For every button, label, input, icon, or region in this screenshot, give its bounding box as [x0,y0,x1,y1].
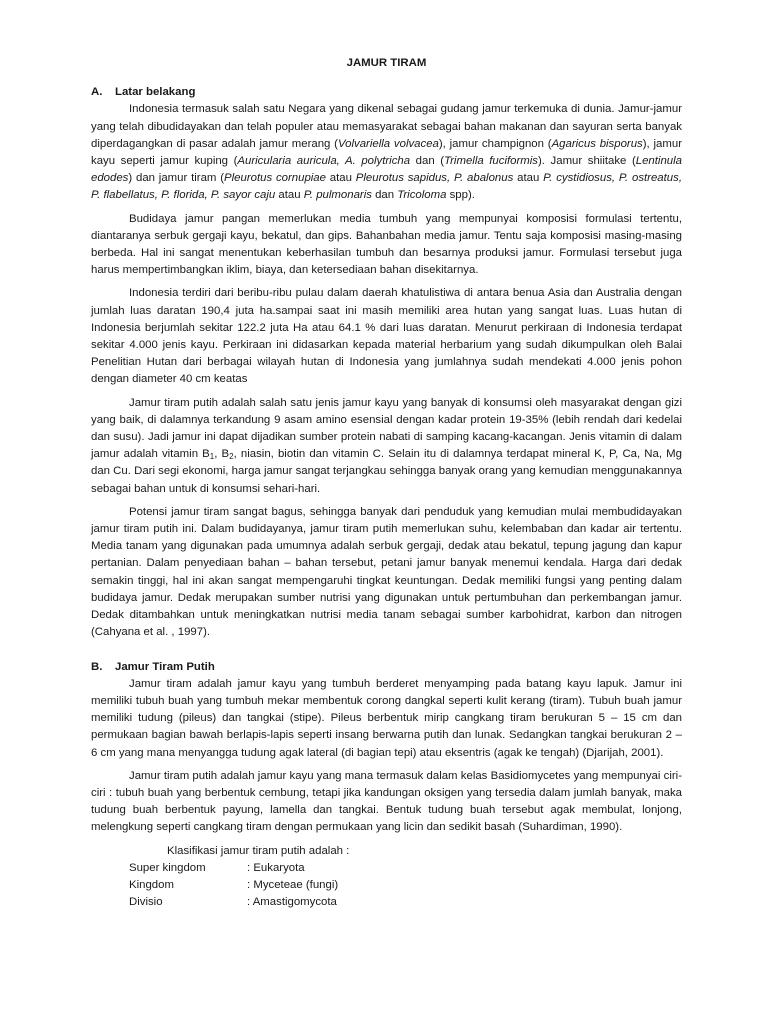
classification-title: Klasifikasi jamur tiram putih adalah : [167,844,350,857]
italic-species-name: P. pulmonaris [303,189,372,202]
section-a-paragraph-3: Indonesia terdiri dari beribu-ribu pulau dalam daerah khatulistiwa di antara benua Asia dan Australia dengan jumlah luas daratan 190,4 juta ha.sampai saat ini masih memiliki area hutan yang sangat luas. Luas hutan di Indonesia berjumlah sekitar 122.2 juta Ha atau 64.1 % dari luas daratan. Menurut perkiraan di Indonesia terdapat sekitar 4.000 jenis kayu. Perkiraan ini didasarkan kepada material herbarium yang sudah dikumpulkan oleh Balai Penelitian Hutan dari berbagai wilayah hutan di Indonesia yang jumlahnya sudah mendekati 4.000 jenis pohon dengan diameter 40 cm keatas [91,287,682,386]
classification-list [91,860,682,912]
section-b-number: B. [91,660,103,673]
classification-value: : Myceteae (fungi) [247,878,339,891]
classification-rank: Super kingdom [129,861,206,874]
italic-species-name: Pleurotus sapidus, P. abalonus [355,172,514,185]
classification-row [91,860,682,877]
text-run: ). Jamur shiitake ( [538,155,636,168]
classification-value: : Amastigomycota [247,896,337,909]
text-run: ), jamur kayu seperti jamur kuping ( [91,137,683,168]
section-a-paragraph-2: Budidaya jamur pangan memerlukan media tumbuh yang mempunyai komposisi formulasi tertentu, diantaranya serbuk gergaji kayu, bekatul, dan gips. Bahanbahan media jamur. Tentu saja komposisi masing-masing berbeda. Hal ini sangat menentukan keberhasilan tumbuh dan besarnya produksi jamur. Formulasi tersebut juga harus mempertimbangkan iklim, biaya, dan ketersediaan bahan disekitarnya. [91,212,682,277]
classification-rank: Divisio [129,896,163,909]
section-a-paragraph-1 [91,101,682,204]
text-run: atau [325,172,356,185]
text-run: atau [513,172,544,185]
section-a-heading [91,84,682,101]
section-b-paragraph-1: Jamur tiram adalah jamur kayu yang tumbuh berderet menyamping pada batang kayu lapuk. Jamur ini memiliki tubuh buah yang tumbuh mekar membentuk corong dangkal seperti kulit kerang (tiram). Tubuh buah jamur memiliki tudung (pileus) dan tangkai (stipe). Pileus berbentuk mirip cangkang tiram berukuran 5 – 15 cm dan permukaan bagian bawah berlapis-lapis seperti insang berwarna putih dan lunak. Sedangkan tangkai berukuran 2 – 6 cm yang mana menyangga tudung agak lateral (di bagian tepi) atau eksentris (agak ke tengah) (Djarijah, 2001). [91,677,682,759]
italic-species-name: Auricularia auricula, A. polytricha [237,155,411,168]
classification-value: : Eukaryota [247,861,305,874]
subscript-1: 1 [209,452,215,462]
classification-row [91,894,682,911]
section-a-paragraph-5: Potensi jamur tiram sangat bagus, sehingga banyak dari penduduk yang kemudian mulai membudidayakan jamur tiram putih ini. Dalam budidayanya, jamur tiram putih memerlukan suhu, kelembaban dan kadar air tertentu. Media tanam yang digunakan pada umumnya adalah serbuk gergaji, dedak atau bekatul, tepung jagung dan kapur pertanian. Dalam penyediaan bahan – bahan tersebut, petani jamur banyak menemui kendala. Harga dari dedak semakin tinggi, hal ini akan sangat mempengaruhi tingkat keuntungan. Dedak memiliki fungsi yang penting dalam budidaya jamur. Dedak merupakan sumber nutrisi yang digunakan untuk pertumbuhan dan perkembangan jamur. Dedak ditambahkan untuk meningkatkan nutrisi media tanam sebagai sumber karbohidrat, karbon dan nitrogen (Cahyana et al. , 1997). [91,505,682,639]
classification-rank: Kingdom [129,878,174,891]
section-b-title: Jamur Tiram Putih [115,660,215,673]
section-a-number: A. [91,86,103,99]
section-a-title: Latar belakang [115,86,196,99]
italic-species-name: Pleurotus cornupiae [224,172,326,185]
text-run: ) dan jamur tiram ( [128,172,225,185]
italic-species-name: Trimella fuciformis [444,155,538,168]
classification-row [91,877,682,894]
text-run: dan [371,189,398,202]
subscript-2: 2 [229,452,234,462]
section-b-heading [91,659,682,676]
text-run: dan ( [410,155,445,168]
paragraph-4-part-a: Jamur tiram putih adalah salah satu jenis jamur kayu yang banyak di konsumsi oleh masyarakat dengan gizi yang baik, di dalamnya terkandung 9 asam amino esensial dengan kadar protein 19-35% (lebih rendah dari kedelai dan susu). Jadi jamur ini dapat dijadikan sumber protein nabati di samping kacang-kacangan. Jenis vitamin di dalam jamur adalah vitamin B [91,396,682,461]
italic-species-name: Volvariella volvacea [337,137,439,150]
section-b-paragraph-2: Jamur tiram putih adalah jamur kayu yang mana termasuk dalam kelas Basidiomycetes yang mempunyai ciri-ciri : tubuh buah yang berbentuk cembung, tetapi jika kandungan oksigen yang tersedia dalam jumlah banyak, maka tudung buah berbentuk payung, lamella dan tangkai. Bentuk tudung buah tersebut agak membulat, lonjong, melengkung seperti cangkang tiram dengan permukaan yang licin dan sedikit basah (Suhardiman, 1990). [91,769,682,834]
document-title: JAMUR TIRAM [346,57,427,69]
italic-species-name: Tricoloma [397,189,447,202]
paragraph-4-part-c: , niasin, biotin dan vitamin C. Selain itu di dalamnya terdapat mineral K, P, Ca, Na, Mg dan Cu. Dari segi ekonomi, harga jamur sangat terjangkau sehingga banyak orang yang kemudian menggunakannya sebagai bahan untuk di konsumsi sehari-hari. [91,448,682,495]
text-run: Indonesia termasuk salah satu Negara yang dikenal sebagai gudang jamur terkemuka di dunia. Jamur-jamur yang telah dibudidayakan dan telah populer atau memasyarakat sebagai bahan makanan dan sayuran serta banyak diperdagangkan di pasar adalah jamur merang ( [91,103,682,150]
italic-species-name: Lentinula edodes [91,155,682,185]
paragraph-4-part-b: , B [214,448,230,461]
text-run: spp). [446,189,475,202]
italic-species-name: Agaricus bisporus [551,137,643,150]
section-a-paragraph-4 [91,395,682,498]
text-run: ), jamur champignon ( [438,137,552,150]
italic-species-name: P. cystidiosus, P. ostreatus, P. flabellatus, P. florida, P. sayor caju [91,172,683,202]
text-run: atau [275,189,304,202]
